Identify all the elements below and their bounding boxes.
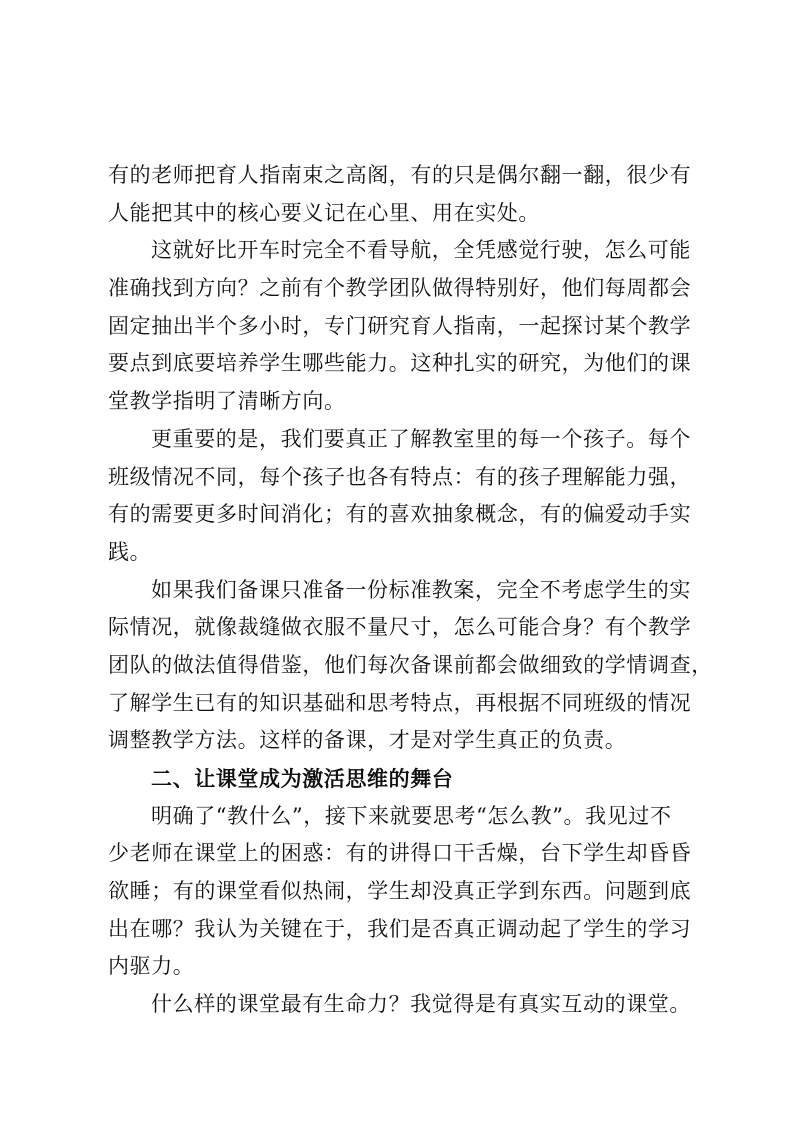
text-line: 少老师在课堂上的困惑：有的讲得口干舌燥，台下学生却昏昏 — [108, 841, 692, 866]
paragraph — [108, 421, 708, 572]
text-line: 人能把其中的核心要义记在心里、用在实处。 — [108, 200, 540, 225]
text-line: 班级情况不同，每个孩子也各有特点：有的孩子理解能力强， — [108, 464, 692, 489]
text-line: 有的需要更多时间消化；有的喜欢抽象概念，有的偏爱动手实 — [108, 502, 692, 527]
text-line: 二、让课堂成为激活思维的舞台 — [151, 766, 454, 791]
paragraph — [108, 157, 708, 232]
text-line: 有的老师把育人指南束之高阁，有的只是偶尔翻一翻，很少有 — [108, 163, 692, 187]
text-line: 这就好比开车时完全不看导航，全凭感觉行驶，怎么可能 — [151, 238, 691, 263]
text-line: 出在哪？我认为关键在于，我们是否真正调动起了学生的学习 — [108, 916, 692, 941]
text-line: 要点到底要培养学生哪些能力。这种扎实的研究，为他们的课 — [108, 351, 692, 376]
paragraph — [108, 986, 708, 1024]
text-line: 什么样的课堂最有生命力？我觉得是有真实互动的课堂。 — [151, 992, 691, 1017]
text-line: 内驱力。 — [108, 954, 195, 979]
text-line: 固定抽出半个多小时，专门研究育人指南，一起探讨某个教学 — [108, 313, 692, 338]
text-line: 更重要的是，我们要真正了解教室里的每一个孩子。每个 — [151, 426, 691, 451]
text-line: 践。 — [108, 539, 152, 564]
text-line: 际情况，就像裁缝做衣服不量尺寸，怎么可能合身？有个教学 — [108, 615, 692, 640]
text-line: 团队的做法值得借鉴，他们每次备课前都会做细致的学情调查， — [108, 652, 713, 677]
text-line: 准确找到方向？之前有个教学团队做得特别好，他们每周都会 — [108, 276, 692, 301]
paragraph — [108, 572, 713, 760]
paragraph — [108, 798, 708, 986]
text-line: 堂教学指明了清晰方向。 — [108, 389, 346, 414]
text-line: 欲睡；有的课堂看似热闹，学生却没真正学到东西。问题到底 — [108, 879, 692, 904]
section-heading — [108, 760, 708, 798]
text-line: 了解学生已有的知识基础和思考特点，再根据不同班级的情况 — [108, 690, 692, 715]
text-line: 明确了“教什么”，接下来就要思考“怎么教”。我见过不 — [151, 803, 672, 828]
paragraph — [108, 232, 708, 420]
document-page — [108, 157, 713, 1024]
text-line: 调整教学方法。这样的备课，才是对学生真正的负责。 — [108, 728, 627, 753]
text-line: 如果我们备课只准备一份标准教案，完全不考虑学生的实 — [151, 577, 691, 602]
